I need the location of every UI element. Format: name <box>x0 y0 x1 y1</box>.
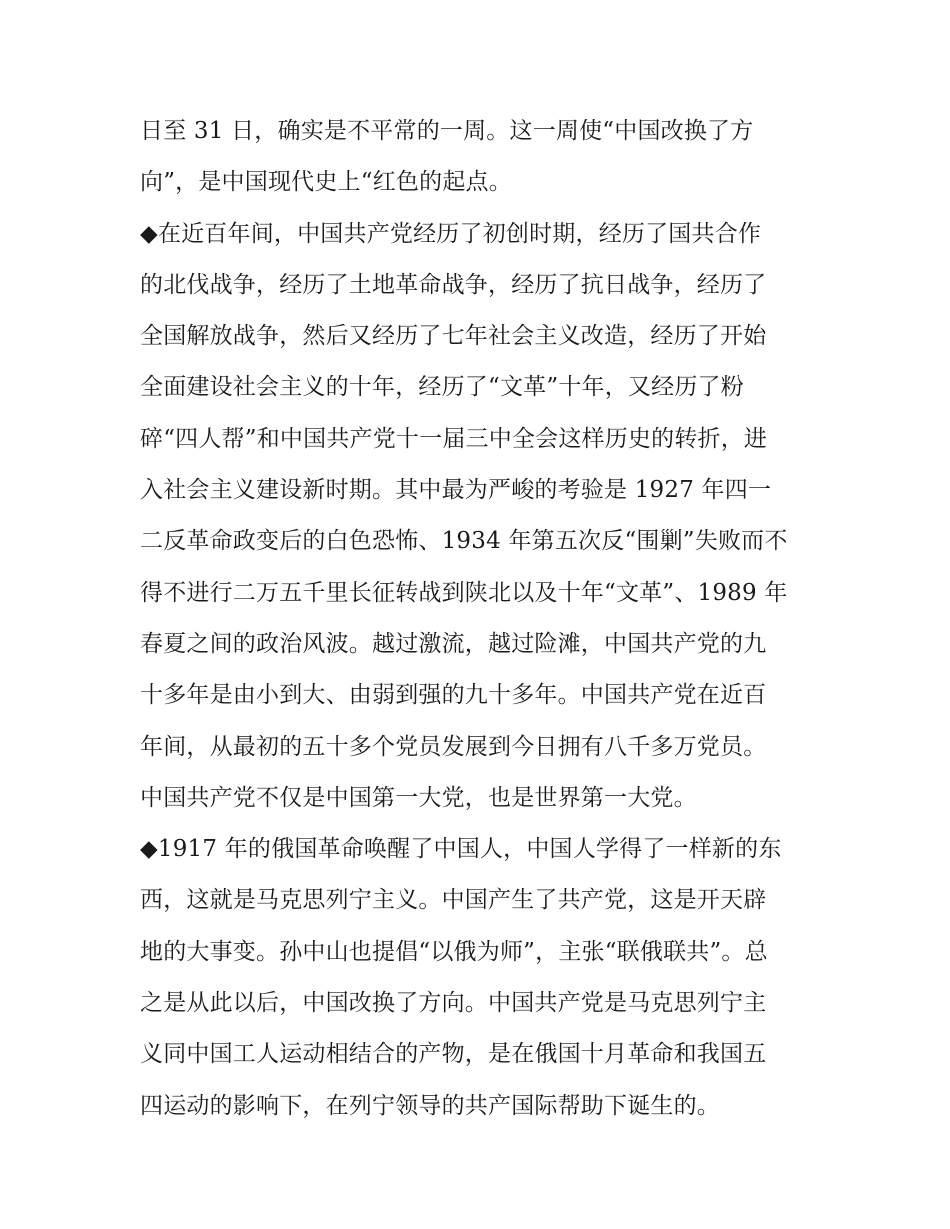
text-line: 中国共产党不仅是中国第一大党，也是世界第一大党。 <box>140 784 697 811</box>
text-line: 全面建设社会主义的十年，经历了“文革”十年，又经历了粉 <box>140 374 744 401</box>
text-line: 地的大事变。孙中山也提倡“以俄为师”，主张“联俄联共”。总 <box>140 938 768 965</box>
text-line: 十多年是由小到大、由弱到强的九十多年。中国共产党在近百 <box>140 682 767 709</box>
text-line: 入社会主义建设新时期。其中最为严峻的考验是 1927 年四一 <box>140 477 772 504</box>
text-line: 向”，是中国现代史上“红色的起点。 <box>140 169 512 196</box>
text-line: ◆在近百年间，中国共产党经历了初创时期，经历了国共合作 <box>140 220 762 247</box>
text-line: 义同中国工人运动相结合的产物，是在俄国十月革命和我国五 <box>140 1041 767 1068</box>
text-line: 之是从此以后，中国改换了方向。中国共产党是马克思列宁主 <box>140 990 767 1017</box>
text-line: 年间，从最初的五十多个党员发展到今日拥有八千多万党员。 <box>140 733 767 760</box>
text-line: 四运动的影响下，在列宁领导的共产国际帮助下诞生的。 <box>140 1092 720 1119</box>
text-line: 碎“四人帮”和中国共产党十一届三中全会这样历史的转折，进 <box>140 425 768 452</box>
document-body <box>140 106 820 1132</box>
text-line: 全国解放战争，然后又经历了七年社会主义改造，经历了开始 <box>140 323 767 350</box>
text-line: 西，这就是马克思列宁主义。中国产生了共产党，这是开天辟 <box>140 887 767 914</box>
text-line: 春夏之间的政治风波。越过激流，越过险滩，中国共产党的九 <box>140 630 767 657</box>
text-line: 二反革命政变后的白色恐怖、1934 年第五次反“围剿”失败而不 <box>140 528 788 555</box>
text-line: ◆1917 年的俄国革命唤醒了中国人，中国人学得了一样新的东 <box>140 836 782 863</box>
text-line: 得不进行二万五千里长征转战到陕北以及十年“文革”、1989 年 <box>140 579 788 606</box>
text-line: 日至 31 日，确实是不平常的一周。这一周使“中国改换了方 <box>140 118 754 144</box>
text-line: 的北伐战争，经历了土地革命战争，经历了抗日战争，经历了 <box>140 271 767 298</box>
